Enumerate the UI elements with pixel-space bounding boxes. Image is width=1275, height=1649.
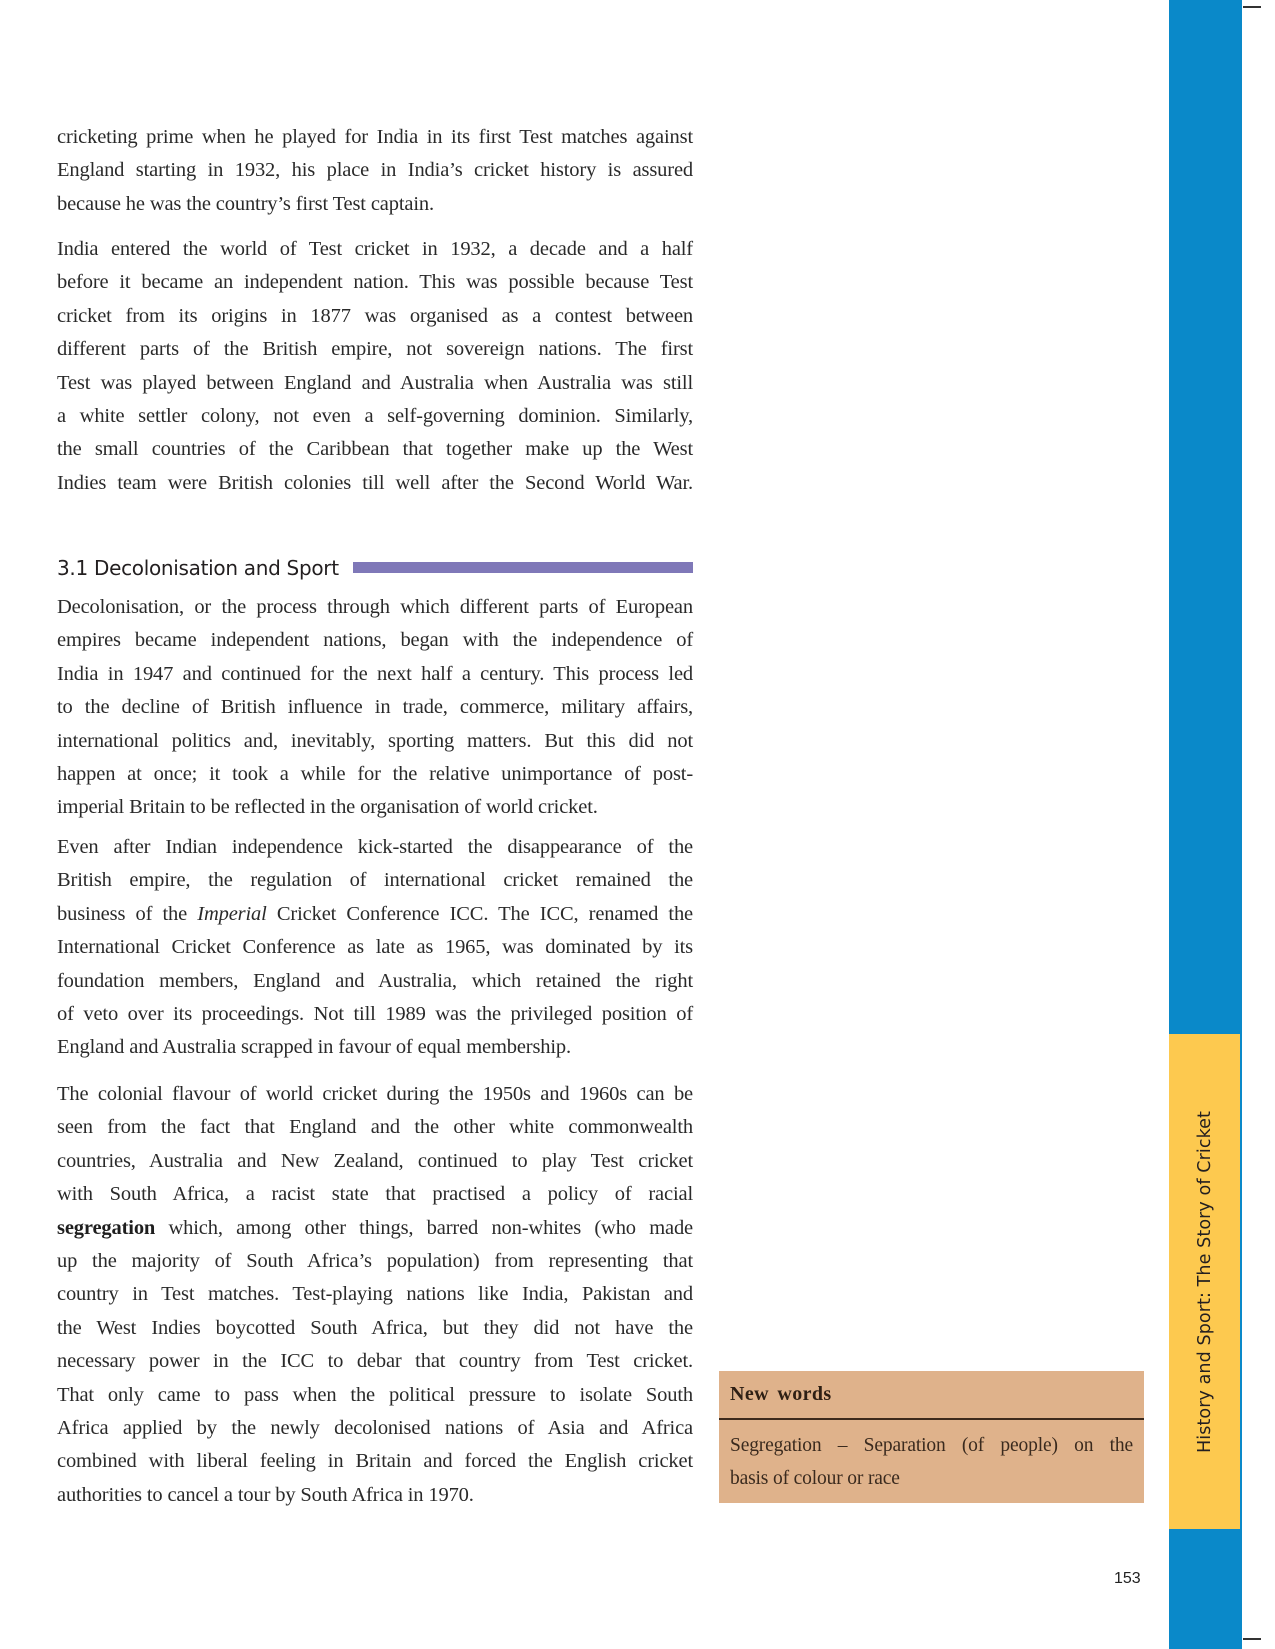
new-words-definition (730, 1429, 1133, 1495)
definition-line: basis of colour or race (730, 1468, 900, 1489)
text-line: Indies team were British colonies till well after the Second World War. (57, 471, 693, 494)
text-line: international politics and, inevitably, sporting matters. But this did not (57, 729, 693, 752)
new-words-title: New words (730, 1383, 832, 1405)
section-heading-title: 3.1 Decolonisation and Sport (57, 556, 339, 580)
text-line: the West Indies boycotted South Africa, but they did not have the (57, 1316, 693, 1339)
text-line: India entered the world of Test cricket in 1932, a decade and a half (57, 238, 693, 260)
definition-line: Segregation – Separation (of people) on the (730, 1435, 1133, 1456)
text-line: imperial Britain to be reflected in the organisation of world cricket. (57, 796, 598, 819)
text-line: with South Africa, a racist state that practised a policy of racial (57, 1183, 693, 1206)
text-line: England and Australia scrapped in favour of equal membership. (57, 1036, 572, 1059)
crop-mark-top (1243, 6, 1261, 8)
text-line: British empire, the regulation of international cricket remained the (57, 869, 693, 892)
running-title: History and Sport: The Story of Cricket (1194, 1110, 1215, 1453)
text-run: business of the (57, 902, 198, 925)
paragraph-5 (57, 1078, 693, 1512)
text-line: International Cricket Conference as late as 1965, was dominated by its (57, 936, 693, 959)
text-line: That only came to pass when the political pressure to isolate South (57, 1383, 693, 1406)
chapter-sidebar (1169, 0, 1242, 1649)
text-run: which, among other things, barred non-whites (who made (155, 1216, 693, 1239)
chapter-title-band (1169, 1034, 1240, 1529)
text-line: cricket from its origins in 1877 was organised as a contest between (57, 304, 693, 327)
text-line: authorities to cancel a tour by South Africa in 1970. (57, 1483, 474, 1506)
paragraph-1 (57, 121, 693, 221)
text-line: India in 1947 and continued for the next half a century. This process led (57, 662, 693, 685)
text-line: cricketing prime when he played for India in its first Test matches against (57, 126, 693, 148)
keyword-segregation: segregation (57, 1216, 156, 1239)
paragraph-3 (57, 591, 693, 825)
text-line: Africa applied by the newly decolonised nations of Asia and Africa (57, 1416, 693, 1439)
text-line: Test was played between England and Australia when Australia was still (57, 371, 693, 394)
text-run: Cricket Conference ICC. The ICC, renamed the (266, 902, 694, 925)
text-line: different parts of the British empire, not sovereign nations. The first (57, 338, 693, 361)
text-line: England starting in 1932, his place in India’s cricket history is assured (57, 159, 693, 182)
text-line: of veto over its proceedings. Not till 1989 was the privileged position of (57, 1002, 693, 1025)
text-line: up the majority of South Africa’s population) from representing that (57, 1249, 693, 1272)
text-line: necessary power in the ICC to debar that country from Test cricket. (57, 1350, 693, 1373)
heading-rule (353, 562, 693, 573)
new-words-divider (719, 1418, 1144, 1420)
text-line: because he was the country’s first Test captain. (57, 192, 434, 215)
text-line: combined with liberal feeling in Britain and forced the English cricket (57, 1450, 693, 1473)
text-line: happen at once; it took a while for the relative unimportance of post- (57, 762, 693, 785)
section-heading (57, 553, 693, 583)
text-line: foundation members, England and Australia, which retained the right (57, 969, 693, 992)
text-line: empires became independent nations, began with the independence of (57, 629, 693, 652)
text-line: a white settler colony, not even a self-governing dominion. Similarly, (57, 404, 693, 427)
paragraph-4 (57, 831, 693, 1065)
text-line: Decolonisation, or the process through which different parts of European (57, 596, 693, 618)
text-line: the small countries of the Caribbean that together make up the West (57, 438, 693, 461)
text-line (57, 1212, 693, 1245)
text-line (57, 898, 693, 931)
new-words-box (719, 1371, 1144, 1503)
text-line: seen from the fact that England and the other white commonwealth (57, 1116, 693, 1139)
crop-mark-bottom (1243, 1638, 1261, 1640)
text-line: before it became an independent nation. This was possible because Test (57, 271, 693, 294)
text-line: The colonial flavour of world cricket during the 1950s and 1960s can be (57, 1083, 693, 1105)
text-line: countries, Australia and New Zealand, continued to play Test cricket (57, 1149, 693, 1172)
text-line: to the decline of British influence in trade, commerce, military affairs, (57, 696, 693, 719)
text-line: Even after Indian independence kick-started the disappearance of the (57, 836, 693, 858)
paragraph-2 (57, 233, 693, 500)
page-number: 153 (1114, 1570, 1141, 1587)
italic-term: Imperial (197, 902, 267, 925)
text-line: country in Test matches. Test-playing nations like India, Pakistan and (57, 1283, 693, 1306)
